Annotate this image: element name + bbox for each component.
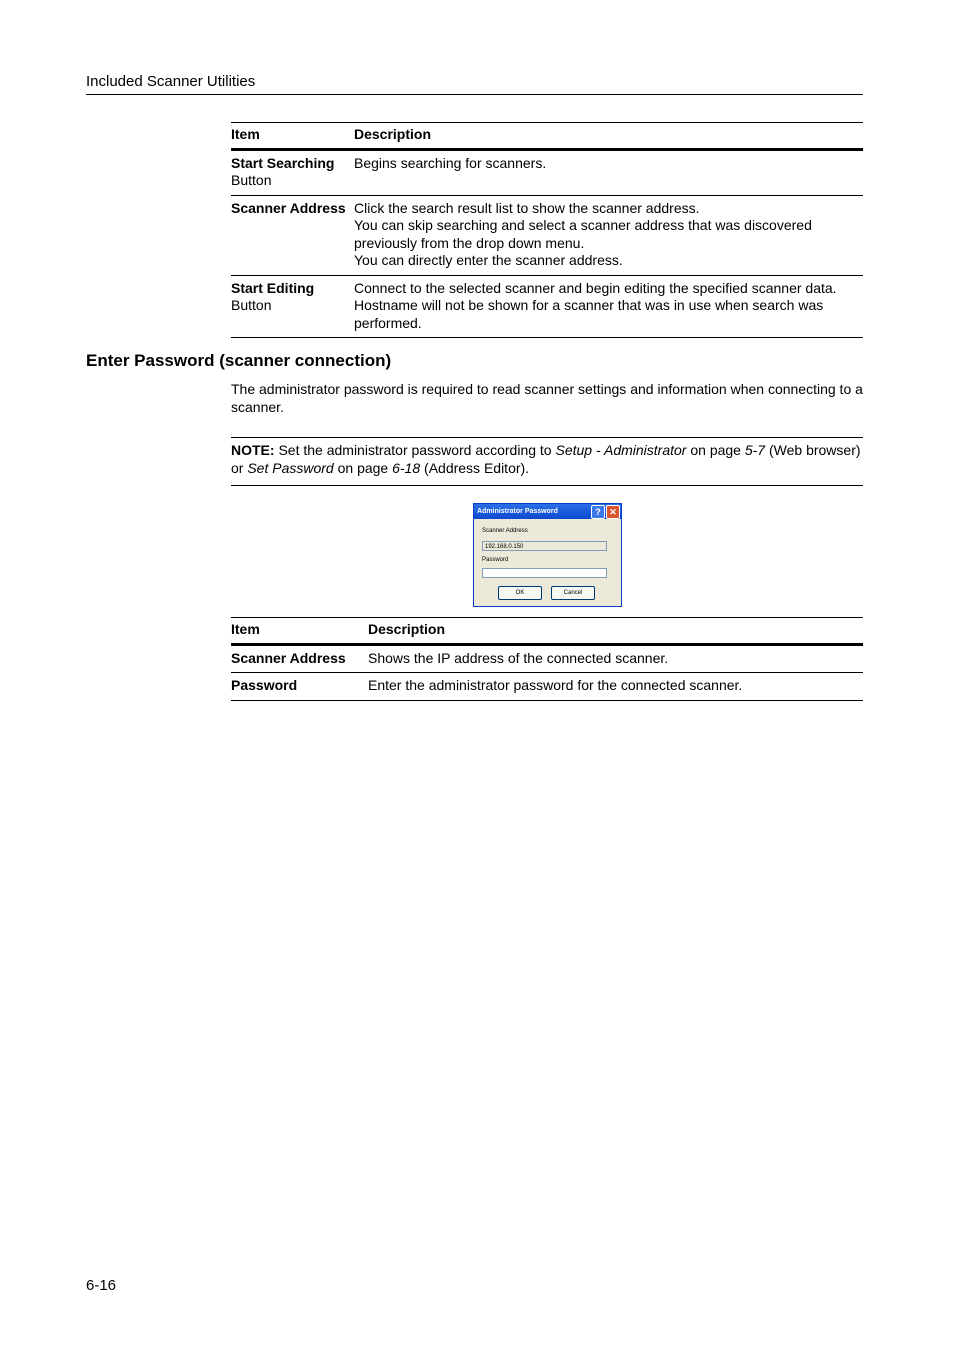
note-reference: Set Password <box>247 460 334 476</box>
column-header-description: Description <box>368 621 446 637</box>
item-cell <box>231 275 354 338</box>
table-header-row <box>231 618 863 645</box>
password-input[interactable] <box>482 568 607 578</box>
item-name: Scanner Address <box>231 649 346 666</box>
description-line: Hostname will not be shown for a scanner that was in use when search was performed. <box>354 297 824 331</box>
note-text: (Address Editor). <box>420 460 530 476</box>
item-name: Scanner Address <box>231 199 346 216</box>
page-number: 6-16 <box>86 1277 117 1294</box>
cancel-button[interactable]: Cancel <box>551 586 595 600</box>
description-line: Connect to the selected scanner and begin editing the specified scanner data. <box>354 279 837 296</box>
item-name: Start Searching <box>231 154 335 171</box>
item-name: Password <box>231 677 298 693</box>
note-label: NOTE: <box>231 442 275 458</box>
password-label: Password <box>482 557 509 563</box>
description-table-1 <box>231 122 863 338</box>
section-intro: The administrator password is required to read scanner settings and information when connecting to a scanner. <box>231 381 863 415</box>
item-subtitle: Button <box>231 172 272 188</box>
table-header-row <box>231 123 863 150</box>
section-heading: Enter Password (scanner connection) <box>86 351 392 370</box>
column-header-item: Item <box>231 126 260 142</box>
note-page-ref: 5-7 <box>744 442 766 458</box>
dialog-title: Administrator Password <box>477 508 558 515</box>
item-name: Start Editing <box>231 279 315 296</box>
description-cell <box>354 195 863 275</box>
description-line: Click the search result list to show the scanner address. <box>354 199 700 216</box>
note-text: (Web browser) or <box>231 442 861 476</box>
table-row <box>231 195 863 275</box>
description-cell: Shows the IP address of the connected scanner. <box>368 649 669 666</box>
note-page-ref: 6-18 <box>392 460 421 476</box>
item-subtitle: Button <box>231 297 272 313</box>
description-line: You can directly enter the scanner address. <box>354 252 623 268</box>
description-table-2 <box>231 617 863 701</box>
description-cell <box>354 149 863 195</box>
note-reference: Setup - Administrator <box>555 442 687 458</box>
close-icon[interactable]: ✕ <box>606 505 620 519</box>
description-cell: Enter the administrator password for the connected scanner. <box>368 677 743 693</box>
table-row <box>231 673 863 701</box>
administrator-password-dialog <box>473 503 622 607</box>
scanner-address-field: 192.168.0.150 <box>482 541 607 551</box>
item-cell <box>231 149 354 195</box>
description-line: You can skip searching and select a scanner address that was discovered previously from the drop down menu. <box>354 217 812 251</box>
table-row <box>231 275 863 338</box>
help-icon[interactable]: ? <box>591 505 605 519</box>
table-row <box>231 149 863 195</box>
ok-button[interactable]: OK <box>498 586 542 600</box>
page-header: Included Scanner Utilities <box>86 73 863 95</box>
note-text: on page <box>333 460 393 476</box>
item-cell <box>231 195 354 275</box>
description-cell <box>354 275 863 338</box>
table-row <box>231 644 863 673</box>
note-text: on page <box>686 442 745 458</box>
dialog-title-bar <box>474 504 621 519</box>
column-header-item: Item <box>231 621 260 637</box>
description-line: Begins searching for scanners. <box>354 154 547 171</box>
scanner-address-label: Scanner Address <box>482 528 528 534</box>
column-header-description: Description <box>354 126 432 142</box>
note-box <box>231 437 863 486</box>
note-text: Set the administrator password according to <box>274 442 556 458</box>
